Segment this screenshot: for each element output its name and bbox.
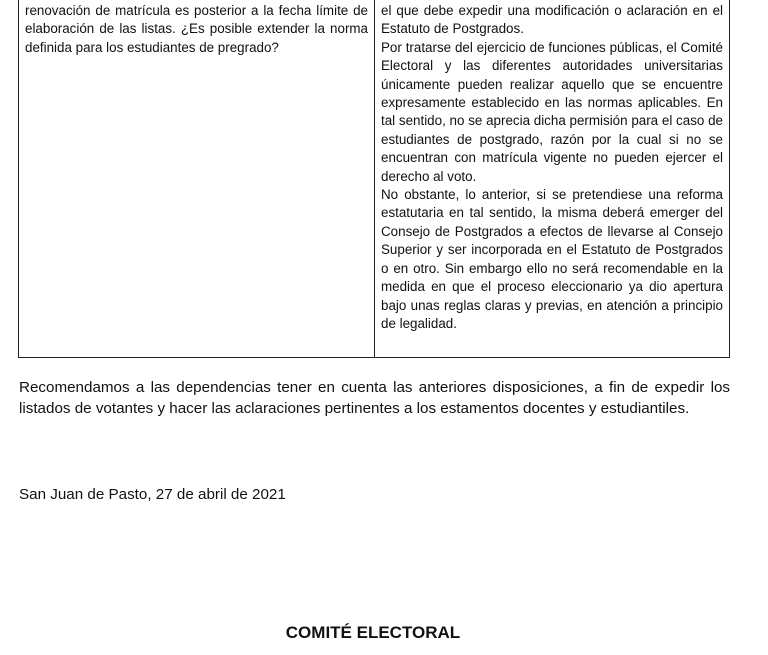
consultation-table [18,0,730,358]
recommendation-paragraph: Recomendamos a las dependencias tener en cuenta las anteriores disposiciones, a fin de expedir los listados de votantes y hacer las aclaraciones pertinentes a los estamentos docentes y estudiantiles. [19,379,730,417]
question-text: renovación de matrícula es posterior a la fecha límite de elaboración de las listas. ¿Es posible extender la norma definida para los estudiantes de pregrado? [25,3,368,55]
answer-cell [375,0,729,357]
date-line: San Juan de Pasto, 27 de abril de 2021 [19,486,286,503]
answer-paragraph-2: Por tratarse del ejercicio de funciones públicas, el Comité Electoral y las diferentes autoridades universitarias únicamente pueden realizar aquello que se encuentre expresamente establecido en las normas aplicables. En tal sentido, no se aprecia dicha permisión para el caso de estudiantes de postgrado, razón por la cual si no se encuentran con matrícula vigente no pueden ejercer el derecho al voto. [381,39,723,184]
answer-paragraph-1: el que debe expedir una modificación o aclaración en el Estatuto de Postgrados. [381,3,723,37]
signature-title: COMITÉ ELECTORAL [285,623,461,642]
question-cell [19,0,375,357]
answer-paragraph-3: No obstante, lo anterior, si se pretendiese una reforma estatutaria en tal sentido, la misma deberá emerger del Consejo de Postgrados a efectos de llevarse al Consejo Superior y ser incorporada en el Estatuto de Postgrados o en otro. Sin embargo ello no será recomendable en la medida en que el proceso eleccionario ya dio apertura bajo unas reglas claras y previas, en atención a principio de legalidad. [381,187,723,331]
